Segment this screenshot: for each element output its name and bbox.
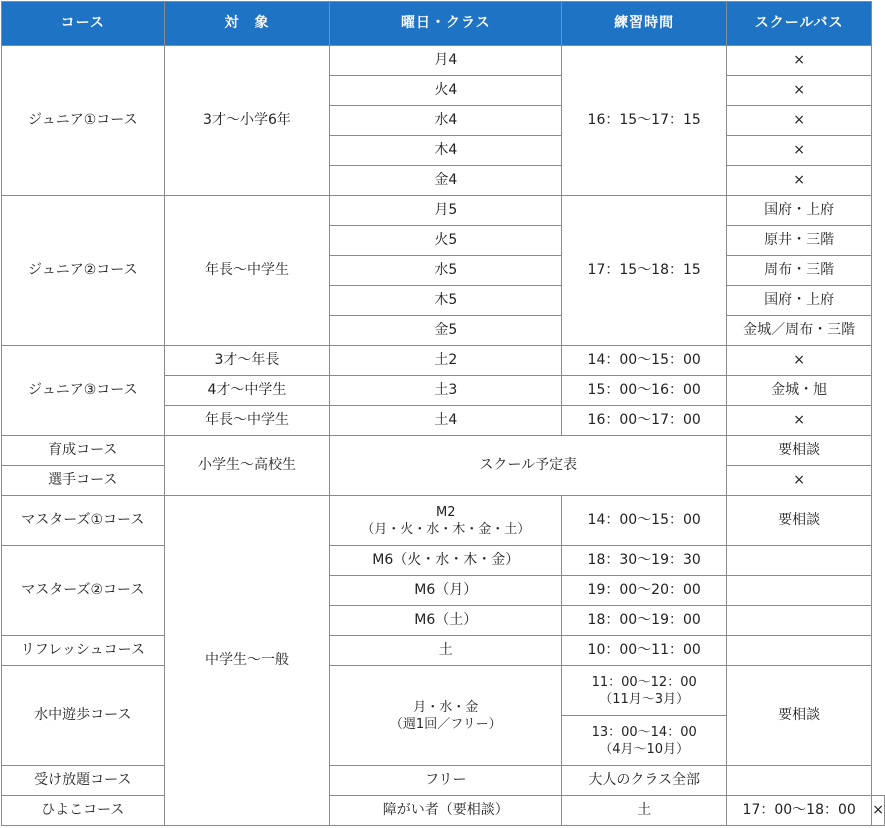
- bus-cell: [727, 766, 872, 796]
- table-row: [2, 346, 885, 376]
- schedule-cell: スクール予定表: [330, 436, 727, 496]
- time-cell: 14：00〜15：00: [562, 346, 727, 376]
- course-cell: リフレッシュコース: [2, 636, 165, 666]
- class-cell: 土3: [330, 376, 562, 406]
- time-cell: 16：15〜17：15: [562, 46, 727, 196]
- time-cell: 17：15〜18：15: [562, 196, 727, 346]
- bus-cell: 金城／周布・三階: [727, 316, 872, 346]
- class-cell: M6（月）: [330, 576, 562, 606]
- course-cell: ジュニア①コース: [2, 46, 165, 196]
- course-cell: 選手コース: [2, 466, 165, 496]
- bus-cell: ×: [727, 466, 872, 496]
- course-cell: 水中遊歩コース: [2, 666, 165, 766]
- table-row: [2, 636, 885, 666]
- bus-cell: ×: [727, 166, 872, 196]
- table-row: [2, 546, 885, 576]
- class-cell: 木5: [330, 286, 562, 316]
- table-row: [2, 766, 885, 796]
- class-note: （週1回／フリー）: [389, 716, 502, 732]
- course-cell: 育成コース: [2, 436, 165, 466]
- table-row: [2, 666, 885, 716]
- bus-cell: ×: [727, 46, 872, 76]
- target-cell: 4才〜中学生: [164, 376, 330, 406]
- class-cell: 水5: [330, 256, 562, 286]
- time-cell: [562, 716, 727, 766]
- header-time: 練習時間: [562, 2, 727, 46]
- class-days: （月・火・水・木・金・土）: [361, 521, 531, 537]
- bus-cell: ×: [727, 406, 872, 436]
- bus-cell: ×: [727, 346, 872, 376]
- time-cell: 14：00〜15：00: [562, 496, 727, 546]
- schedule-table: [1, 1, 885, 826]
- bus-cell: 国府・上府: [727, 286, 872, 316]
- target-cell: 3才〜年長: [164, 346, 330, 376]
- bus-cell: 周布・三階: [727, 256, 872, 286]
- time-cell: 10：00〜11：00: [562, 636, 727, 666]
- bus-cell: 要相談: [727, 666, 872, 766]
- bus-cell: 要相談: [727, 496, 872, 546]
- class-cell: 木4: [330, 136, 562, 166]
- header-target: 対 象: [164, 2, 330, 46]
- target-cell: 障がい者（要相談）: [330, 796, 562, 826]
- class-cell: 火5: [330, 226, 562, 256]
- time-cell: 大人のクラス全部: [562, 766, 727, 796]
- bus-cell: ×: [727, 76, 872, 106]
- class-cell: M6（火・水・木・金）: [330, 546, 562, 576]
- class-cell: フリー: [330, 766, 562, 796]
- bus-cell: 要相談: [727, 436, 872, 466]
- time-cell: 15：00〜16：00: [562, 376, 727, 406]
- time-note: （11月〜3月）: [599, 691, 690, 707]
- bus-cell: ×: [727, 136, 872, 166]
- target-cell: 小学生〜高校生: [164, 436, 330, 496]
- table-row: [2, 436, 885, 466]
- target-cell: 中学生〜一般: [164, 496, 330, 826]
- time-cell: 19：00〜20：00: [562, 576, 727, 606]
- bus-cell: [727, 636, 872, 666]
- target-cell: 年長〜中学生: [164, 196, 330, 346]
- table-row: [2, 196, 885, 226]
- class-cell: 月4: [330, 46, 562, 76]
- class-cell: 土: [562, 796, 727, 826]
- table-row: [2, 46, 885, 76]
- table-row: [2, 496, 885, 546]
- target-cell: 3才〜小学6年: [164, 46, 330, 196]
- bus-cell: [727, 576, 872, 606]
- class-cell: 土4: [330, 406, 562, 436]
- class-cell: 水4: [330, 106, 562, 136]
- class-cell: [330, 666, 562, 766]
- class-cell: 金5: [330, 316, 562, 346]
- course-cell: 受け放題コース: [2, 766, 165, 796]
- bus-cell: 原井・三階: [727, 226, 872, 256]
- time-cell: 16：00〜17：00: [562, 406, 727, 436]
- header-class: 曜日・クラス: [330, 2, 562, 46]
- class-cell: 金4: [330, 166, 562, 196]
- course-cell: ひよこコース: [2, 796, 165, 826]
- bus-cell: ×: [872, 796, 885, 826]
- class-line: M2: [436, 504, 456, 520]
- class-cell: 月5: [330, 196, 562, 226]
- time-line: 13：00〜14：00: [591, 724, 697, 740]
- class-cell: 土2: [330, 346, 562, 376]
- class-cell: [330, 496, 562, 546]
- bus-cell: [727, 606, 872, 636]
- table-row: [2, 796, 885, 826]
- course-cell: マスターズ②コース: [2, 546, 165, 636]
- time-cell: [562, 666, 727, 716]
- time-cell: 18：00〜19：00: [562, 606, 727, 636]
- class-line: 月・水・金: [413, 699, 479, 715]
- time-line: 11：00〜12：00: [591, 674, 697, 690]
- class-cell: 土: [330, 636, 562, 666]
- class-cell: 火4: [330, 76, 562, 106]
- course-cell: ジュニア②コース: [2, 196, 165, 346]
- header-row: [2, 2, 885, 46]
- time-cell: 18：30〜19：30: [562, 546, 727, 576]
- course-cell: マスターズ①コース: [2, 496, 165, 546]
- target-cell: 年長〜中学生: [164, 406, 330, 436]
- bus-cell: 金城・旭: [727, 376, 872, 406]
- bus-cell: ×: [727, 106, 872, 136]
- header-bus: スクールバス: [727, 2, 872, 46]
- time-cell: 17：00〜18：00: [727, 796, 872, 826]
- header-course: コース: [2, 2, 165, 46]
- bus-cell: [727, 546, 872, 576]
- course-cell: ジュニア③コース: [2, 346, 165, 436]
- time-note: （4月〜10月）: [599, 741, 690, 757]
- bus-cell: 国府・上府: [727, 196, 872, 226]
- class-cell: M6（土）: [330, 606, 562, 636]
